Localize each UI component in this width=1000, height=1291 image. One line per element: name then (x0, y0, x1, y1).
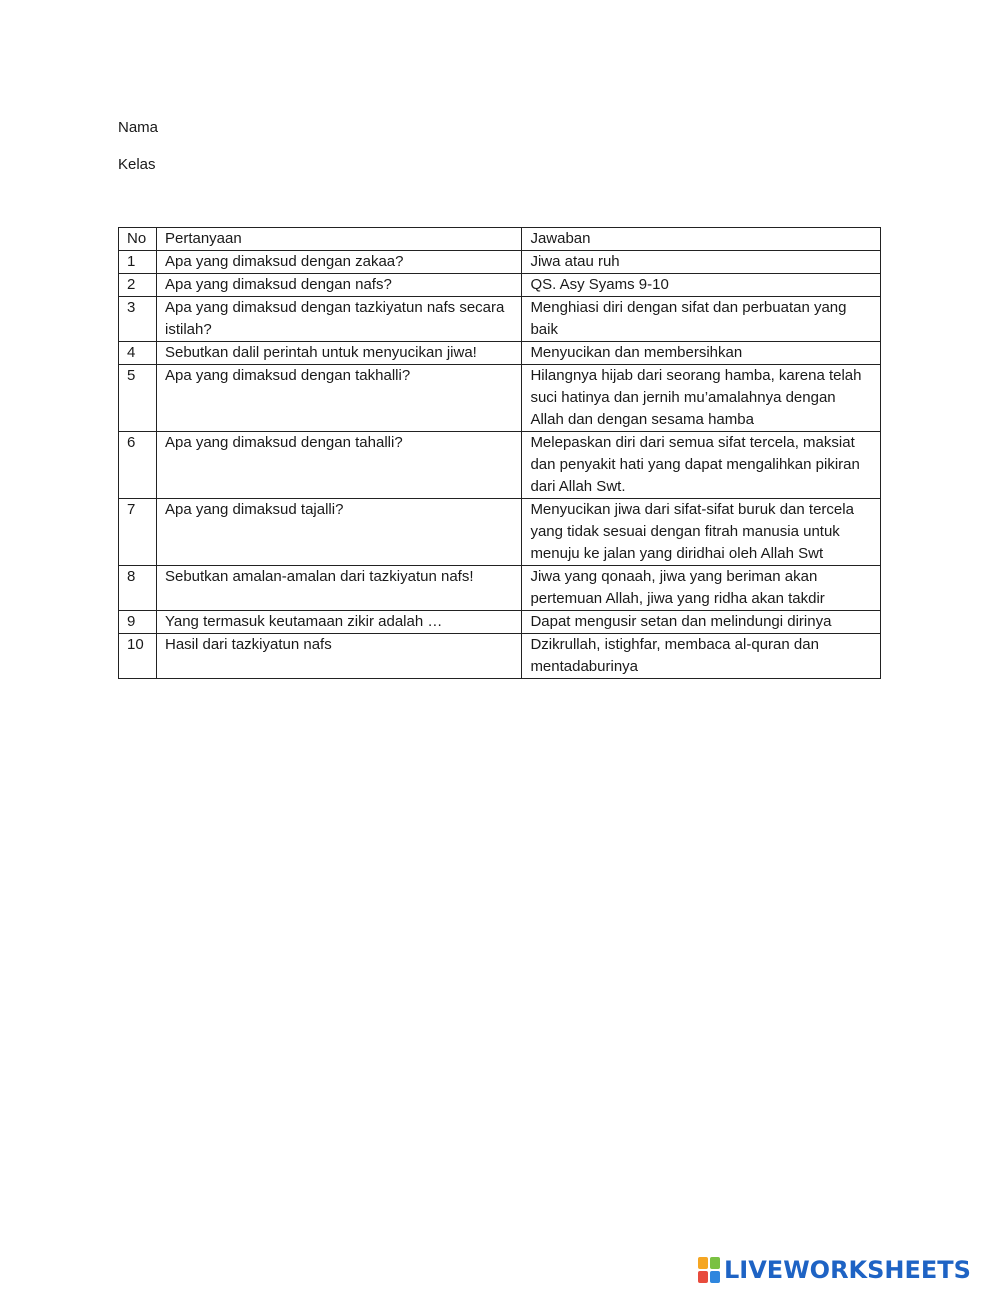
row-answer: Melepaskan diri dari semua sifat tercela, maksiat dan penyakit hati yang dapat mengalihkan pikiran dari Allah Swt. (522, 432, 881, 499)
logo-block (710, 1271, 720, 1283)
table-row (119, 365, 881, 432)
brand-text: LIVEWORKSHEETS (724, 1256, 971, 1284)
table-row (119, 611, 881, 634)
row-answer: Jiwa atau ruh (522, 251, 881, 274)
row-question: Apa yang dimaksud dengan takhalli? (156, 365, 521, 432)
row-question: Sebutkan amalan-amalan dari tazkiyatun nafs! (156, 566, 521, 611)
row-number: 5 (119, 365, 157, 432)
row-answer: QS. Asy Syams 9-10 (522, 274, 881, 297)
liveworksheets-logo-icon (698, 1257, 720, 1283)
logo-block (710, 1257, 720, 1269)
row-number: 6 (119, 432, 157, 499)
row-number: 8 (119, 566, 157, 611)
row-number: 7 (119, 499, 157, 566)
question-answer-table (118, 227, 881, 679)
table-row (119, 566, 881, 611)
row-answer: Menyucikan jiwa dari sifat-sifat buruk dan tercela yang tidak sesuai dengan fitrah manusia untuk menuju ke jalan yang diridhai oleh Allah Swt (522, 499, 881, 566)
row-question: Sebutkan dalil perintah untuk menyucikan jiwa! (156, 342, 521, 365)
row-question: Apa yang dimaksud tajalli? (156, 499, 521, 566)
row-answer: Jiwa yang qonaah, jiwa yang beriman akan pertemuan Allah, jiwa yang ridha akan takdir (522, 566, 881, 611)
logo-block (698, 1257, 708, 1269)
row-number: 10 (119, 634, 157, 679)
table-header-row (119, 228, 881, 251)
table-row (119, 297, 881, 342)
header-no: No (119, 228, 157, 251)
row-question: Apa yang dimaksud dengan tazkiyatun nafs secara istilah? (156, 297, 521, 342)
row-number: 1 (119, 251, 157, 274)
table-row (119, 342, 881, 365)
row-answer: Menghiasi diri dengan sifat dan perbuatan yang baik (522, 297, 881, 342)
row-number: 3 (119, 297, 157, 342)
header-question: Pertanyaan (156, 228, 521, 251)
row-question: Apa yang dimaksud dengan nafs? (156, 274, 521, 297)
name-label: Nama (118, 119, 159, 136)
row-answer: Dapat mengusir setan dan melindungi dirinya (522, 611, 881, 634)
row-question: Apa yang dimaksud dengan zakaa? (156, 251, 521, 274)
row-answer: Hilangnya hijab dari seorang hamba, karena telah suci hatinya dan jernih mu’amalahnya dengan Allah dan dengan sesama hamba (522, 365, 881, 432)
table-row (119, 634, 881, 679)
class-label: Kelas (118, 156, 156, 173)
table-row (119, 274, 881, 297)
row-question: Hasil dari tazkiyatun nafs (156, 634, 521, 679)
row-question: Yang termasuk keutamaan zikir adalah … (156, 611, 521, 634)
table-row (119, 251, 881, 274)
row-question: Apa yang dimaksud dengan tahalli? (156, 432, 521, 499)
table-row (119, 499, 881, 566)
row-answer: Menyucikan dan membersihkan (522, 342, 881, 365)
logo-block (698, 1271, 708, 1283)
row-answer: Dzikrullah, istighfar, membaca al-quran dan mentadaburinya (522, 634, 881, 679)
table-row (119, 432, 881, 499)
header-answer: Jawaban (522, 228, 881, 251)
liveworksheets-logo (698, 1256, 971, 1284)
row-number: 9 (119, 611, 157, 634)
row-number: 2 (119, 274, 157, 297)
row-number: 4 (119, 342, 157, 365)
